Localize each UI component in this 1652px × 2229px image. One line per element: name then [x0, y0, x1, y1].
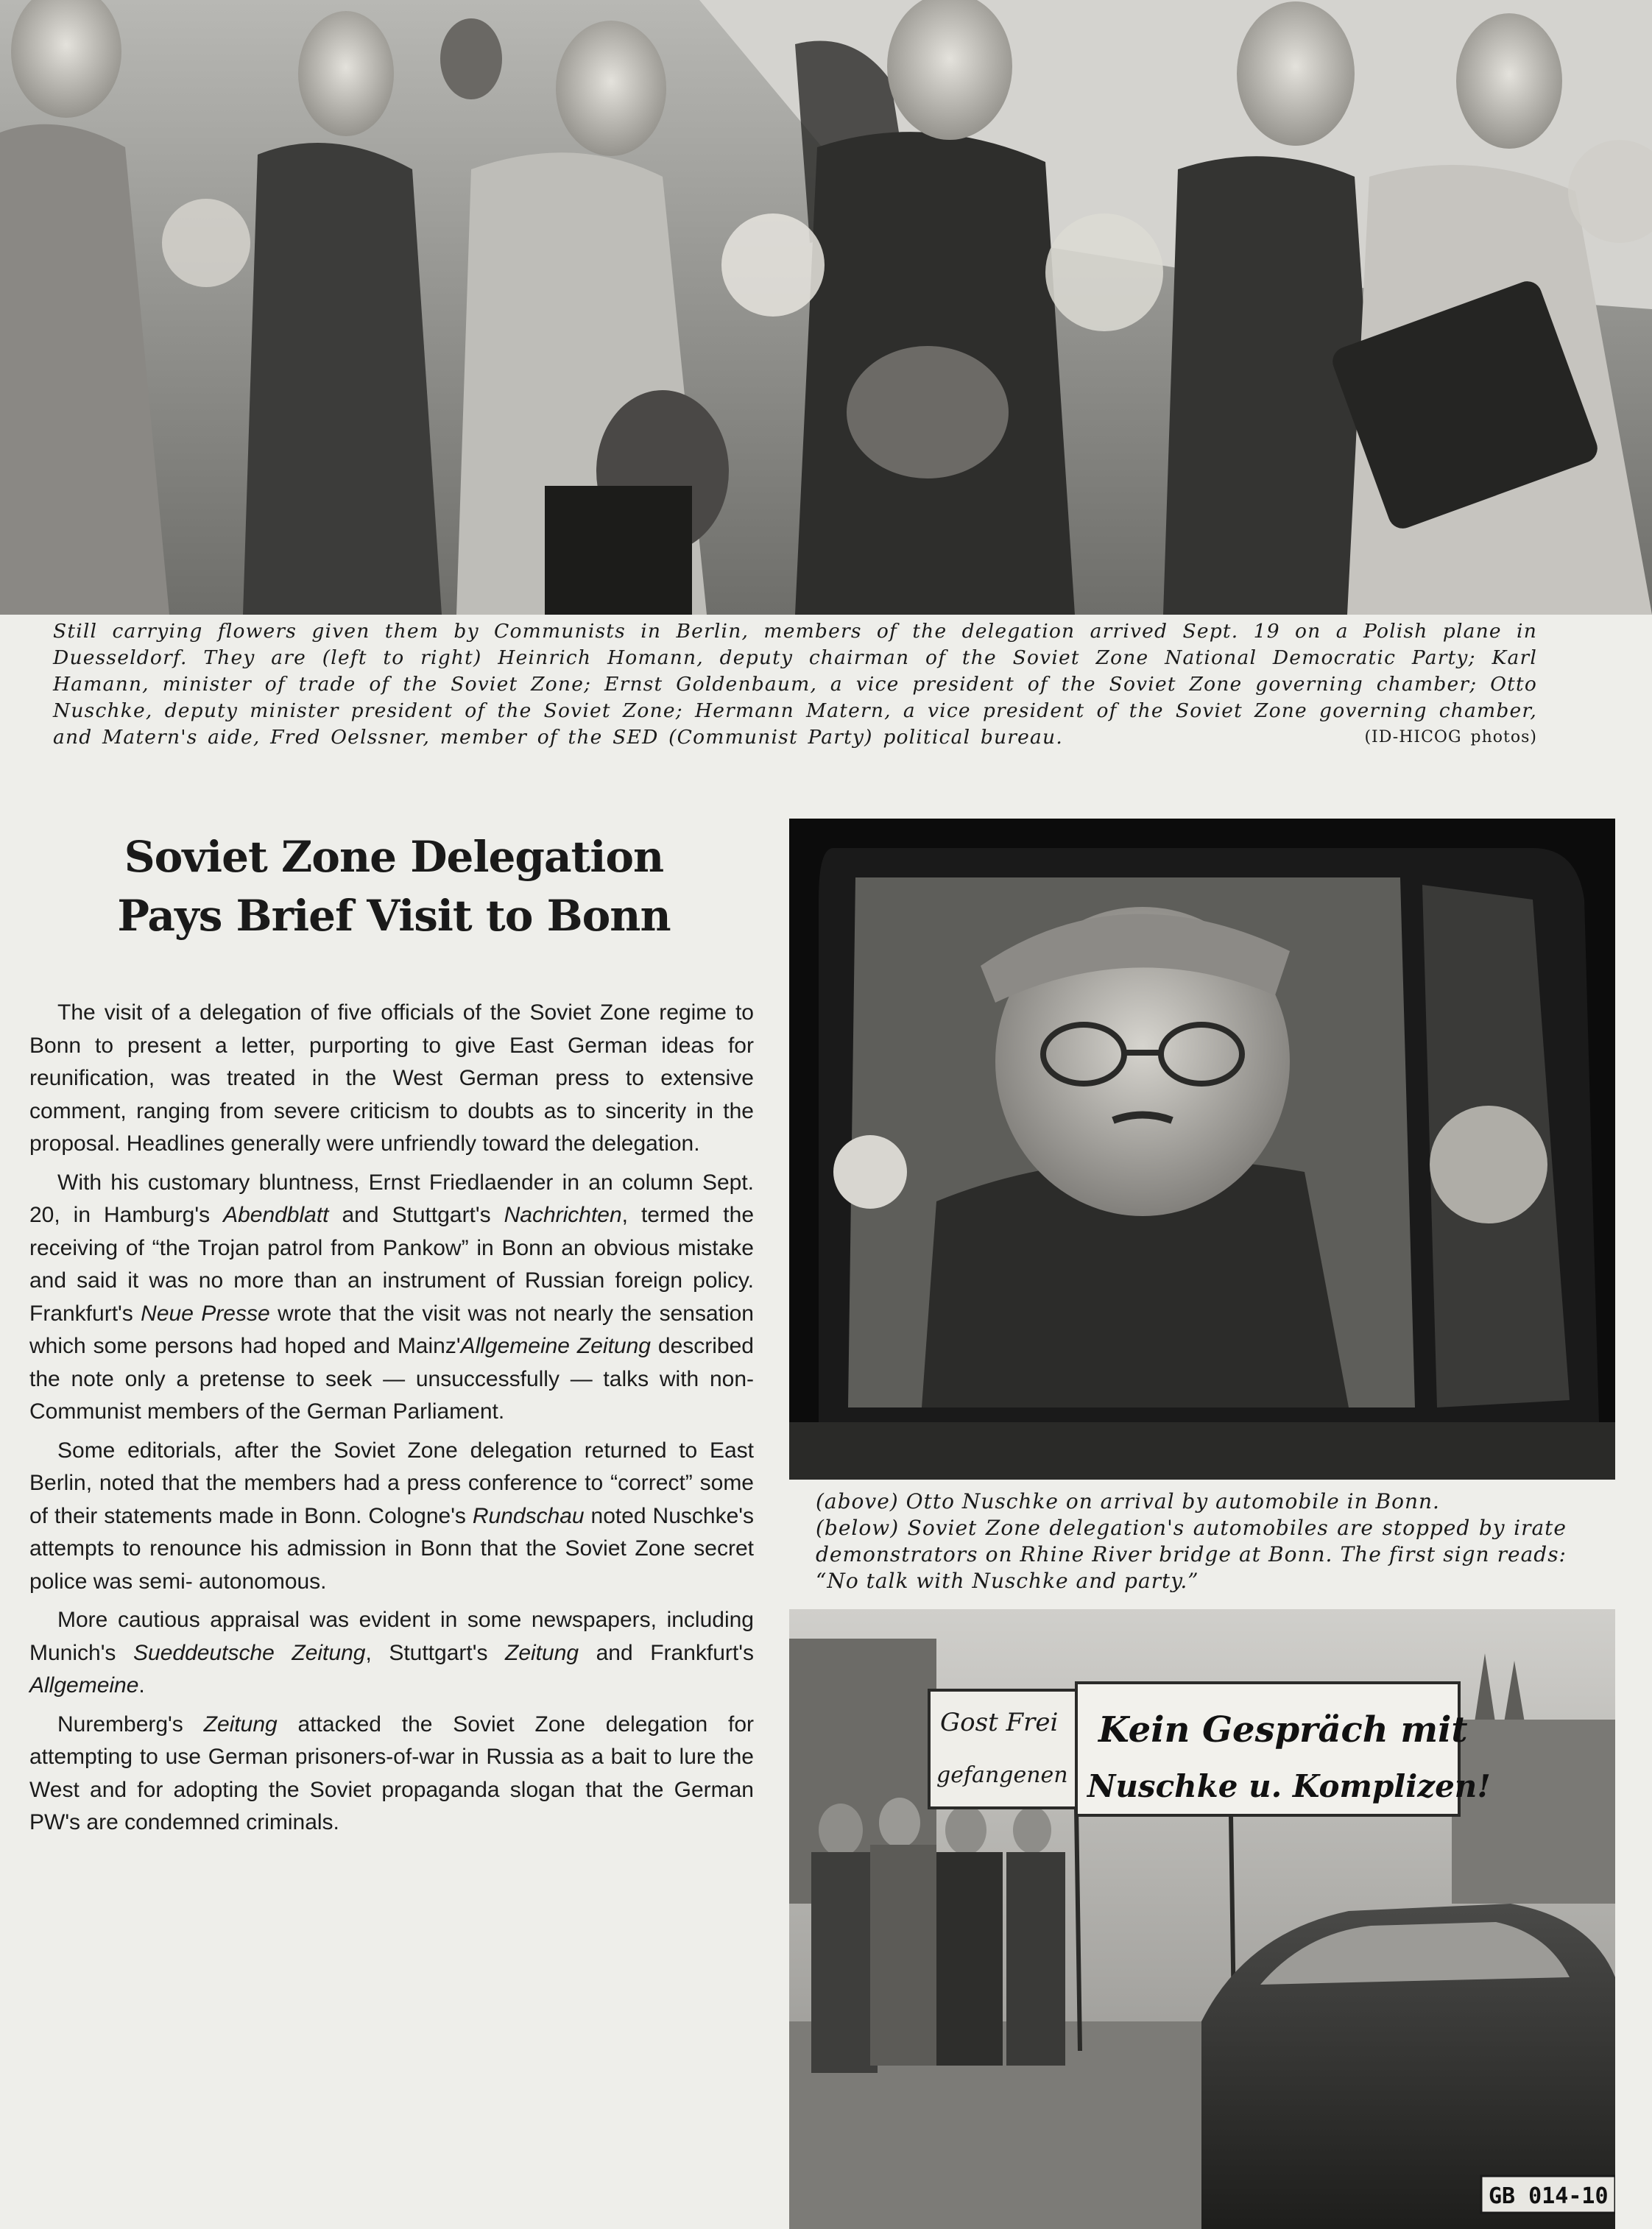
top-photo-caption	[53, 618, 1537, 751]
p4-text-e: and Frankfurt's	[579, 1640, 754, 1665]
car-photos-caption-line-1: (above) Otto Nuschke on arrival by automobile in Bonn.	[816, 1489, 1440, 1513]
p3-text-c: noted Nuschke's attempts to renounce his admission in Bonn that the Soviet Zone secret police was semi- autonomous.	[29, 1503, 754, 1594]
p2-paper-neue-presse: Neue Presse	[141, 1301, 270, 1326]
car-photos-caption	[816, 1488, 1567, 1594]
p4-text-a: More cautious appraisal was evident in some newspapers, including Munich's	[29, 1608, 754, 1665]
bridge-demonstrators-photo	[789, 1609, 1615, 2229]
p2-paper-abendblatt: Abendblatt	[223, 1203, 329, 1227]
p5-text-c: attacked the Soviet Zone delegation for attempting to use German prisoners-of-war in Russia as a bait to lure the West and for adopting the Soviet propaganda slogan that the German PW's are condemned criminals.	[29, 1712, 754, 1834]
p2-text-a: With his customary bluntness, Ernst Friedlaender in an column Sept. 20, in Hamburg's	[29, 1170, 754, 1227]
nuschke-car-photo	[789, 819, 1615, 1480]
large-sign-line-1: Kein Gespräch mit	[1098, 1709, 1468, 1751]
p4-text-c: , Stuttgart's	[365, 1640, 505, 1665]
license-plate: GB 014-10	[1489, 2183, 1609, 2209]
small-sign-line-2: gefangenen	[936, 1762, 1068, 1788]
delegation-arrival-illustration	[0, 0, 1652, 615]
p2-text-g: wrote that the visit was not nearly the sensation which some persons had hoped and Mainz'	[29, 1301, 754, 1358]
p4-paper-sueddeutsche-zeitung: Sueddeutsche Zeitung	[133, 1640, 366, 1665]
small-sign-line-1: Gost Frei	[940, 1708, 1059, 1737]
p3-text-a: Some editorials, after the Soviet Zone delegation returned to East Berlin, noted that the members had a press conference to “correct” some of their statements made in Bonn. Cologne's	[29, 1438, 754, 1528]
article-paragraph-5	[29, 1709, 754, 1840]
headline-line-1: Soviet Zone Delegation	[124, 832, 664, 882]
p3-paper-rundschau: Rundschau	[472, 1503, 585, 1528]
large-sign-line-2: Nuschke u. Komplizen!	[1087, 1768, 1491, 1804]
article-paragraph-4	[29, 1604, 754, 1703]
p5-paper-zeitung: Zeitung	[203, 1712, 278, 1737]
p2-text-c: and Stuttgart's	[328, 1203, 504, 1227]
delegation-arrival-photo	[0, 0, 1652, 615]
p5-text-a: Nuremberg's	[57, 1712, 204, 1737]
car-photos-caption-line-2: (below) Soviet Zone delegation's automobiles are stopped by irate demonstrators on Rhine River bridge at Bonn. The first sign reads: “No talk with Nuschke and party.”	[816, 1516, 1567, 1593]
p2-paper-allgemeine-zeitung: Allgemeine Zeitung	[460, 1334, 651, 1358]
p2-text-i: described the note only a pretense to seek — unsuccessfully — talks with non-Communist members of the German Parliament.	[29, 1334, 754, 1424]
article-headline	[29, 827, 758, 945]
p4-paper-zeitung: Zeitung	[505, 1640, 579, 1665]
article-paragraph-3	[29, 1435, 754, 1599]
headline-line-2: Pays Brief Visit to Bonn	[117, 891, 671, 941]
p4-paper-allgemeine: Allgemeine	[29, 1673, 139, 1698]
photo-credit: (ID-HICOG photos)	[1364, 728, 1537, 746]
p2-paper-nachrichten: Nachrichten	[504, 1203, 622, 1227]
top-photo-caption-text: Still carrying flowers given them by Communists in Berlin, members of the delegation arrived Sept. 19 on a Polish plane in Duesseldorf. They are (left to right) Heinrich Homann, deputy chairman of the Soviet Zone National Democratic Party; Karl Hamann, minister of trade of the Soviet Zone; Ernst Goldenbaum, a vice president of the Soviet Zone governing chamber; Otto Nuschke, deputy minister president of the Soviet Zone; Hermann Matern, a vice president of the Soviet Zone governing chamber, and Matern's aide, Fred Oelssner, member of the SED (Communist Party) political bureau.	[53, 620, 1537, 749]
article-paragraph-1: The visit of a delegation of five officials of the Soviet Zone regime to Bonn to present a letter, purporting to give East German ideas for reunification, was treated in the West German press to extensive comment, ranging from severe criticism to doubts as to sincerity in the proposal. Headlines generally were unfriendly toward the delegation.	[29, 1000, 754, 1156]
nuschke-car-illustration	[789, 819, 1615, 1480]
article-body	[29, 997, 754, 1845]
p2-text-e: , termed the receiving of “the Trojan patrol from Pankow” in Bonn an obvious mistake and said it was no more than an instrument of Russian foreign policy. Frankfurt's	[29, 1203, 755, 1326]
bridge-demonstrators-illustration	[789, 1609, 1615, 2229]
article-paragraph-2	[29, 1167, 754, 1429]
p4-text-g: .	[138, 1673, 145, 1698]
